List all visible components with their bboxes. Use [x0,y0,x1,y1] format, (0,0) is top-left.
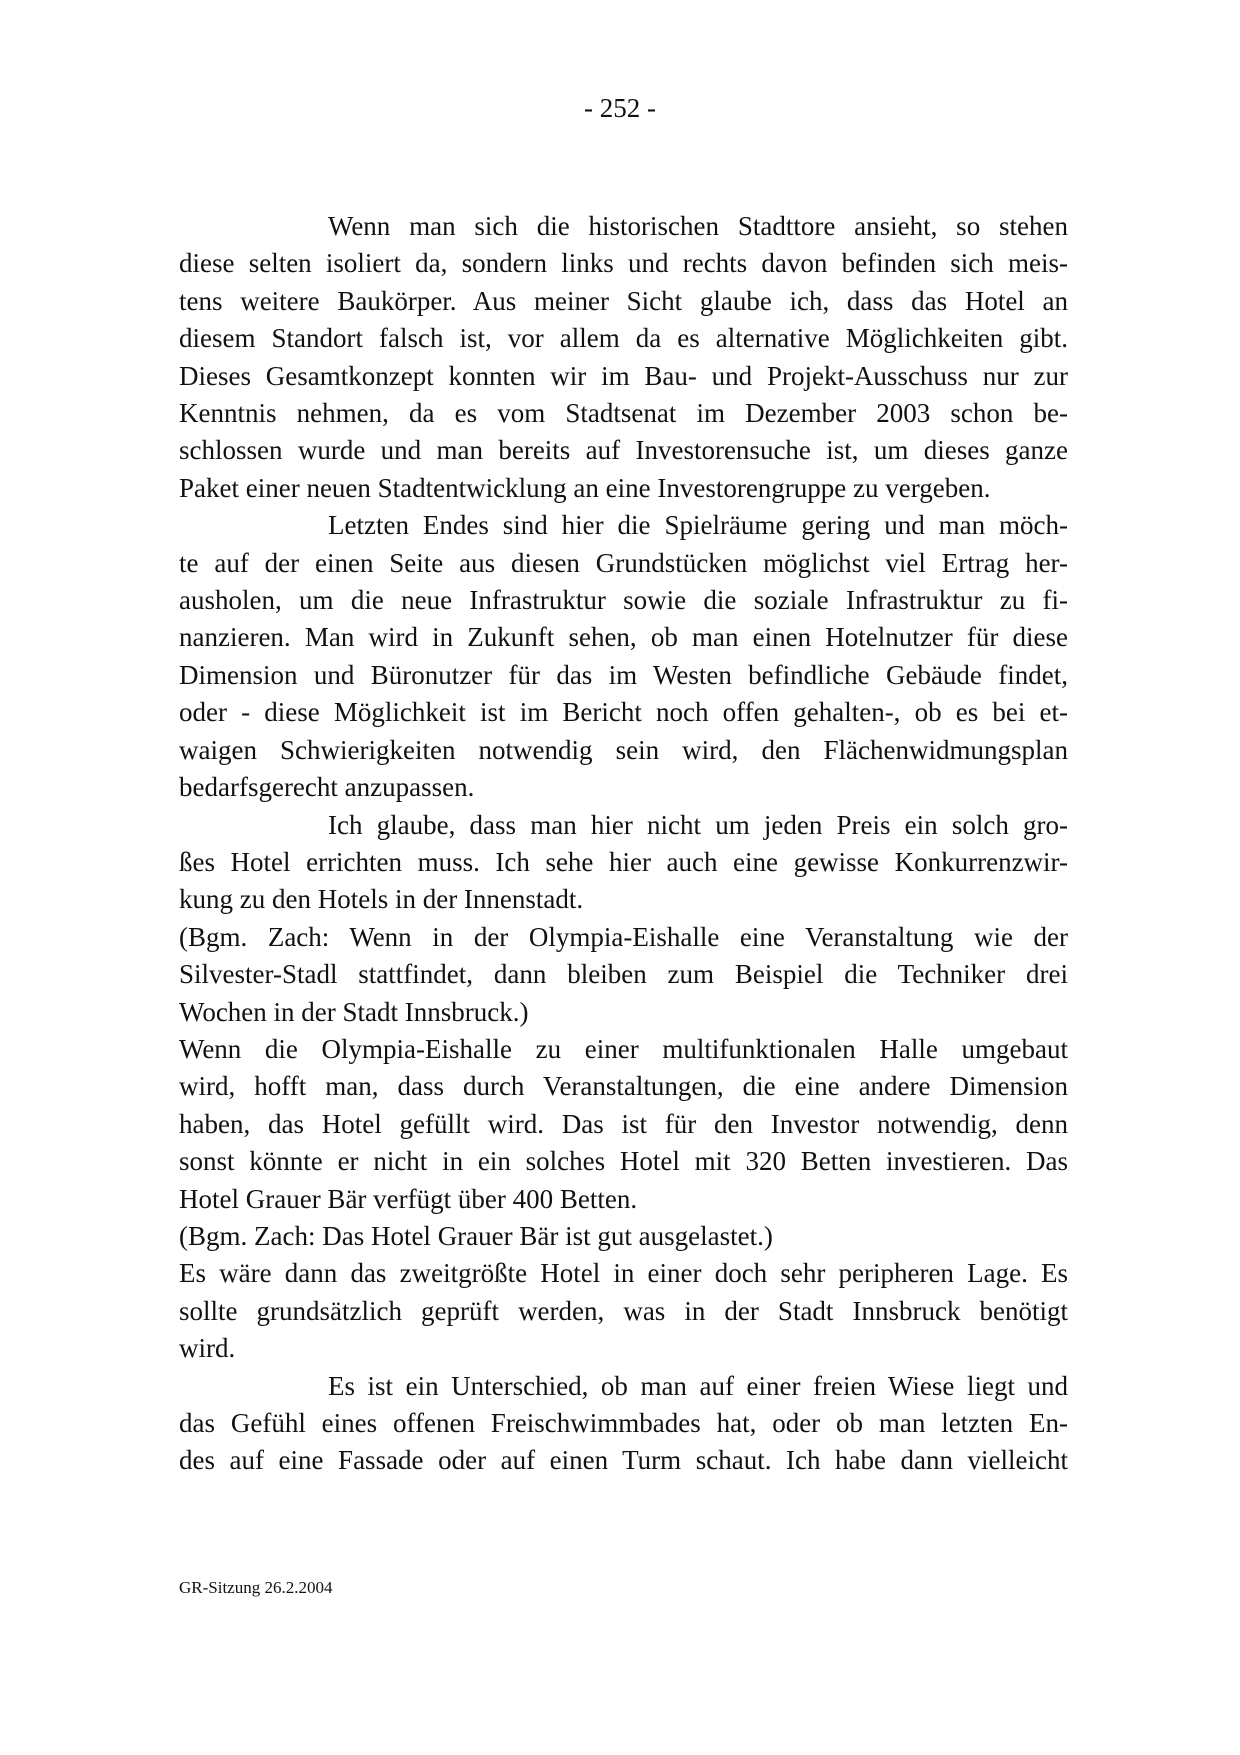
text-line: Kenntnis nehmen, da es vom Stadtsenat im Dezember 2003 schon be- [179,398,1068,429]
text-line: (Bgm. Zach: Das Hotel Grauer Bär ist gut ausgelastet.) [179,1220,773,1251]
text-line: diese selten isoliert da, sondern links und rechts davon befinden sich meis- [179,248,1068,279]
text-line: wird, hofft man, dass durch Veranstaltungen, die eine andere Dimension [179,1071,1068,1102]
text-line: Wenn man sich die historischen Stadttore ansieht, so stehen [328,211,1068,241]
text-line: diesem Standort falsch ist, vor allem da es alternative Möglichkeiten gibt. [179,323,1068,354]
text-line: Hotel Grauer Bär verfügt über 400 Betten. [179,1183,638,1214]
text-line: das Gefühl eines offenen Freischwimmbades hat, oder ob man letzten En- [179,1408,1068,1438]
text-line: schlossen wurde und man bereits auf Investorensuche ist, um dieses ganze [179,435,1068,466]
text-line: Wenn die Olympia-Eishalle zu einer multifunktionalen Halle umgebaut [179,1033,1068,1064]
text-line: Paket einer neuen Stadtentwicklung an eine Investorengruppe zu vergeben. [179,472,991,503]
text-line: tens weitere Baukörper. Aus meiner Sicht glaube ich, dass das Hotel an [179,285,1068,316]
text-line: Dimension und Büronutzer für das im Westen befindliche Gebäude findet, [179,659,1068,690]
text-line: Es ist ein Unterschied, ob man auf einer freien Wiese liegt und [328,1370,1068,1401]
text-line: Silvester-Stadl stattfindet, dann bleiben zum Beispiel die Techniker drei [179,959,1068,990]
text-line: bedarfsgerecht anzupassen. [179,772,475,803]
footer-session-label: GR-Sitzung 26.2.2004 [179,1578,333,1597]
text-line: ßes Hotel errichten muss. Ich sehe hier auch eine gewisse Konkurrenzwir- [179,846,1068,877]
text-line: te auf der einen Seite aus diesen Grundstücken möglichst viel Ertrag her- [179,547,1068,578]
text-line: Letzten Endes sind hier die Spielräume gering und man möch- [328,510,1068,541]
text-line: sonst könnte er nicht in ein solches Hotel mit 320 Betten investieren. Das [179,1146,1068,1177]
text-line: nanzieren. Man wird in Zukunft sehen, ob man einen Hotelnutzer für diese [179,622,1068,653]
text-line: wird. [179,1333,236,1364]
text-line: oder - diese Möglichkeit ist im Bericht noch offen gehalten-, ob es bei et- [179,697,1068,728]
text-line: Es wäre dann das zweitgrößte Hotel in einer doch sehr peripheren Lage. Es [179,1258,1068,1289]
body-text [179,208,1068,1480]
text-line: Dieses Gesamtkonzept konnten wir im Bau- und Projekt-Ausschuss nur zur [179,360,1068,391]
text-line: des auf eine Fassade oder auf einen Turm schaut. Ich habe dann vielleicht [179,1445,1068,1476]
text-line: haben, das Hotel gefüllt wird. Das ist für den Investor notwendig, denn [179,1108,1068,1139]
text-line: sollte grundsätzlich geprüft werden, was in der Stadt Innsbruck benötigt [179,1295,1068,1326]
text-line: (Bgm. Zach: Wenn in der Olympia-Eishalle eine Veranstaltung wie der [179,921,1068,952]
text-line: waigen Schwierigkeiten notwendig sein wird, den Flächenwidmungsplan [179,734,1068,765]
text-line: Ich glaube, dass man hier nicht um jeden Preis ein solch gro- [328,809,1068,840]
page-number: - 252 - [584,93,656,123]
text-line: Wochen in der Stadt Innsbruck.) [179,996,529,1027]
text-line: kung zu den Hotels in der Innenstadt. [179,884,584,915]
text-line: ausholen, um die neue Infrastruktur sowie die soziale Infrastruktur zu fi- [179,585,1068,616]
